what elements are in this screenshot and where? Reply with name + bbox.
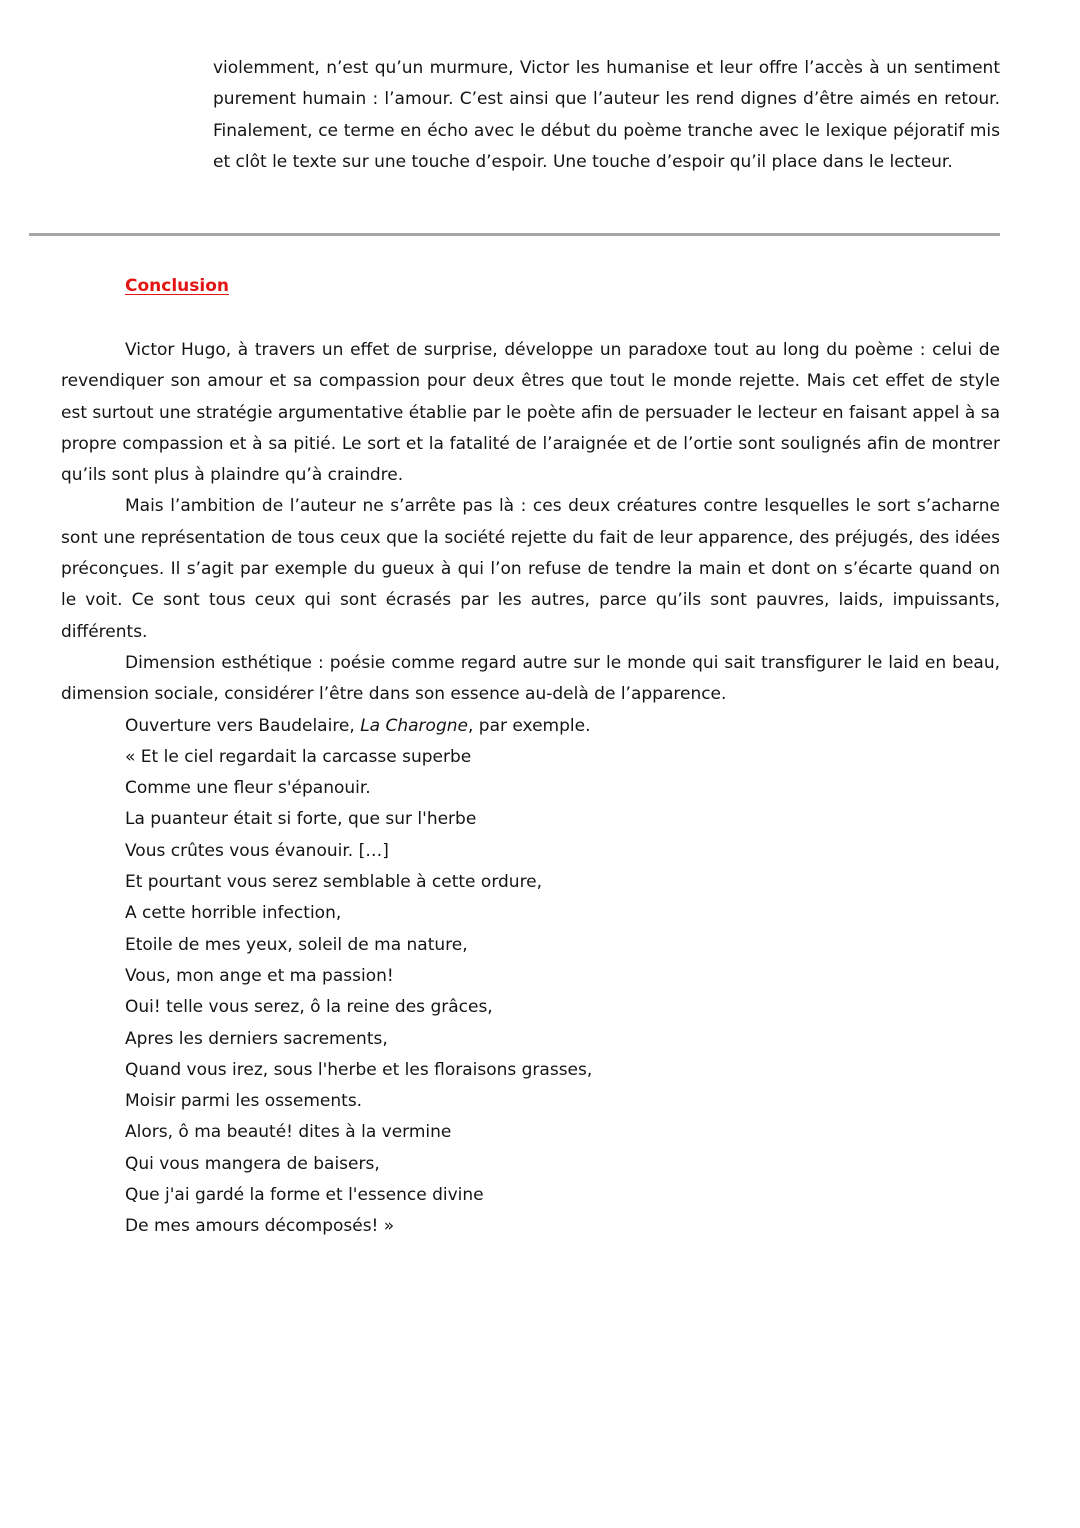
poem-line: Vous, mon ange et ma passion! bbox=[125, 965, 394, 986]
poem-line: Oui! telle vous serez, ô la reine des grâces, bbox=[125, 997, 493, 1018]
poem-line: Qui vous mangera de baisers, bbox=[125, 1153, 380, 1174]
poem-line: De mes amours décomposés! » bbox=[125, 1216, 395, 1237]
opening-prefix: Ouverture vers Baudelaire, bbox=[125, 715, 361, 736]
conclusion-paragraph-1: Victor Hugo, à travers un effet de surprise, développe un paradoxe tout au long du poème : celui de revendiquer son amour et sa compassion pour deux êtres que tout le monde rejette. Mais cet effet de style est surtout une stratégie argumentative établie par le poète afin de persuader le lecteur en faisant appel à sa propre compassion et à sa pitié. Le sort et la fatalité de l’araignée et de l’ortie sont soulignés afin de montrer qu’ils sont plus à plaindre qu’à craindre. bbox=[61, 340, 1000, 486]
continued-paragraph bbox=[213, 53, 1000, 178]
poem-line: Comme une fleur s'épanouir. bbox=[125, 778, 371, 799]
opening-title: La Charogne bbox=[360, 715, 468, 736]
opening-sentence bbox=[61, 711, 1000, 742]
poem-line: Que j'ai gardé la forme et l'essence divine bbox=[125, 1185, 484, 1206]
poem-line: Vous crûtes vous évanouir. […] bbox=[125, 840, 389, 861]
poem-line: « Et le ciel regardait la carcasse superbe bbox=[125, 746, 472, 767]
poem-quote bbox=[61, 742, 1000, 1243]
poem-line: A cette horrible infection, bbox=[125, 903, 342, 924]
poem-line: Quand vous irez, sous l'herbe et les floraisons grasses, bbox=[125, 1059, 593, 1080]
poem-line: Moisir parmi les ossements. bbox=[125, 1091, 363, 1112]
poem-line: Alors, ô ma beauté! dites à la vermine bbox=[125, 1122, 452, 1143]
section-divider bbox=[29, 233, 1000, 236]
conclusion-body bbox=[61, 335, 1000, 1243]
poem-line: Et pourtant vous serez semblable à cette ordure, bbox=[125, 872, 543, 893]
poem-line: Etoile de mes yeux, soleil de ma nature, bbox=[125, 934, 468, 955]
opening-suffix: , par exemple. bbox=[467, 715, 591, 736]
poem-line: Apres les derniers sacrements, bbox=[125, 1028, 388, 1049]
conclusion-heading: Conclusion bbox=[125, 276, 229, 296]
continued-paragraph-text: violemment, n’est qu’un murmure, Victor les humanise et leur offre l’accès à un sentiment purement humain : l’amour. C’est ainsi que l’auteur les rend dignes d’être aimés en retour. Finalement, ce terme en écho avec le début du poème tranche avec le lexique péjoratif mis et clôt le texte sur une touche d’espoir. Une touche d’espoir qu’il place dans le lecteur. bbox=[213, 58, 1000, 172]
poem-line: La puanteur était si forte, que sur l'herbe bbox=[125, 809, 477, 830]
conclusion-paragraph-2: Mais l’ambition de l’auteur ne s’arrête pas là : ces deux créatures contre lesquelles le sort s’acharne sont une représentation de tous ceux que la société rejette du fait de leur apparence, des préjugés, des idées préconçues. Il s’agit par exemple du gueux à qui l’on refuse de tendre la main et dont on s’écarte quand on le voit. Ce sont tous ceux qui sont écrasés par les autres, parce qu’ils sont pauvres, laids, impuissants, différents. bbox=[61, 496, 1000, 642]
conclusion-paragraph-3: Dimension esthétique : poésie comme regard autre sur le monde qui sait transfigurer le laid en beau, dimension sociale, considérer l’être dans son essence au-delà de l’apparence. bbox=[61, 652, 1000, 705]
